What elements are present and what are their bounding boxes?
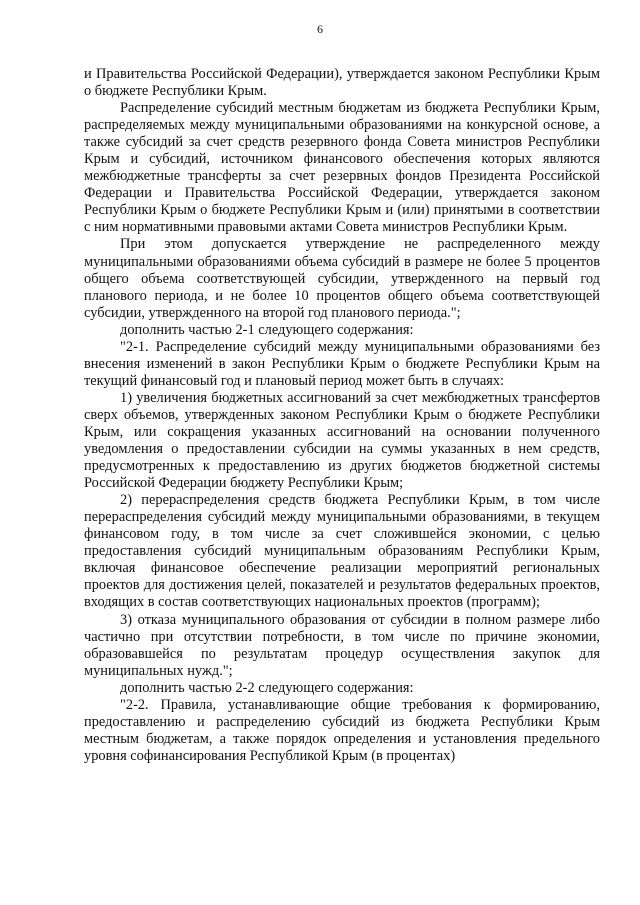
paragraph-amendment-2-1-intro: дополнить частью 2-1 следующего содержания: — [120, 321, 414, 338]
paragraph-part-2-2: "2-2. Правила, устанавливающие общие требования к формированию, предоставлению и распределению субсидий из бюджета Республики Крым местным бюджетам, а также порядок определения и установления предельного уровня софинансирования Республикой Крым (в процентах) — [84, 696, 600, 764]
paragraph-item-3: 3) отказа муниципального образования от субсидии в полном размере либо частично при отсутствии потребности, в том числе по причине экономии, образовавшейся по результатам процедур осуществления закупок для муниципальных нужд."; — [84, 611, 600, 679]
paragraph-item-2: 2) перераспределения средств бюджета Республики Крым, в том числе перераспределения субсидий между муниципальными образованиями, в текущем финансовом году, в том числе за счет сложившейся экономии, с целью предоставления субсидий муниципальным образованиям Республики Крым, включая финансовое обеспечение реализации мероприятий региональных проектов для достижения целей, показателей и результатов федеральных проектов, входящих в состав соответствующих национальных проектов (программ); — [84, 492, 600, 611]
paragraph-continuation: и Правительства Российской Федерации), утверждается законом Республики Крым о бюджете Республики Крым. — [84, 66, 600, 100]
paragraph-amendment-2-2-intro: дополнить частью 2-2 следующего содержания: — [120, 679, 414, 696]
paragraph-unallocated-volume: При этом допускается утверждение не распределенного между муниципальными образованиями объема субсидий в размере не более 5 процентов общего объема соответствующей субсидии, утвержденного на первый год планового периода, и не более 10 процентов общего объема соответствующей субсидии, утвержденного на второй год планового периода."; — [84, 236, 600, 321]
page-number: 6 — [317, 22, 323, 36]
paragraph-part-2-1: "2-1. Распределение субсидий между муниципальными образованиями без внесения изменений в закон Республики Крым о бюджете Республики Крым на текущий финансовый год и плановый период может быть в случаях: — [84, 338, 600, 389]
paragraph-item-1: 1) увеличения бюджетных ассигнований за счет межбюджетных трансфертов сверх объемов, утвержденных законом Республики Крым о бюджете Республики Крым, или сокращения указанных ассигнований на основании полученного уведомления о предоставлении субсидии на суммы указанных в нем средств, предусмотренных к предоставлению из других бюджетов бюджетной системы Российской Федерации бюджету Республики Крым; — [84, 389, 600, 492]
paragraph-subsidy-distribution: Распределение субсидий местным бюджетам из бюджета Республики Крым, распределяемых между муниципальными образованиями на конкурсной основе, а также субсидий за счет средств резервного фонда Совета министров Республики Крым и субсидий, источником финансового обеспечения которых являются межбюджетные трансферты за счет резервных фондов Президента Российской Федерации и Правительства Российской Федерации, утверждается законом Республики Крым о бюджете Республики Крым и (или) принятыми в соответствии с ним нормативными правовыми актами Совета министров Республики Крым. — [84, 100, 600, 236]
document-body — [84, 66, 600, 765]
